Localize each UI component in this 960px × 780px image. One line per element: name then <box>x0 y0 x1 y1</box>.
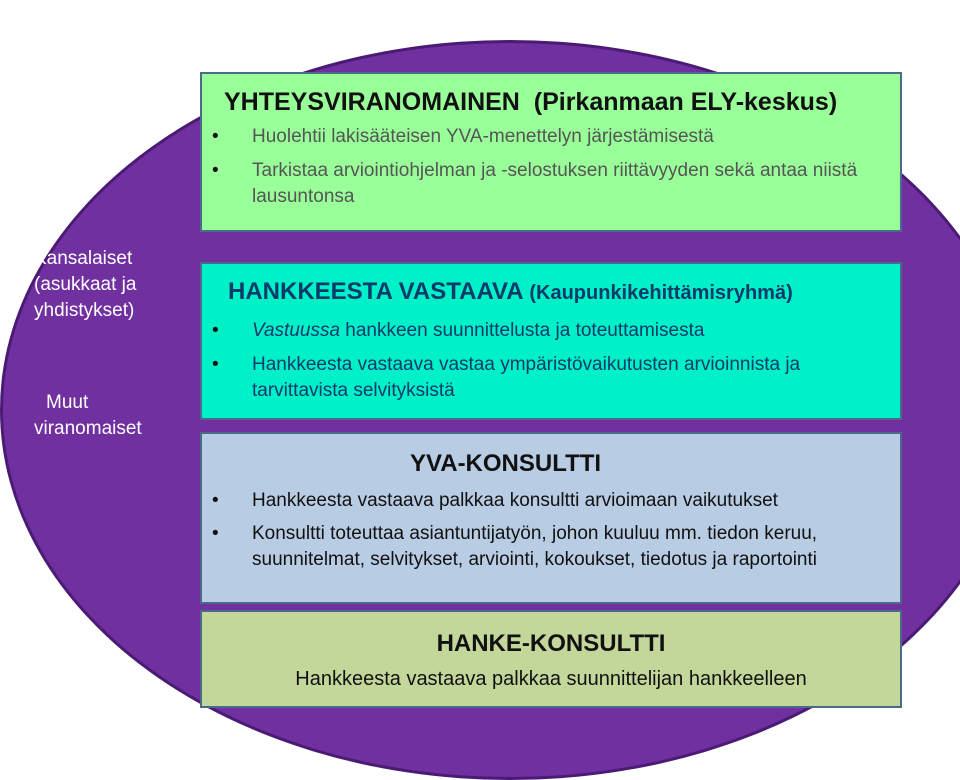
citizens-label <box>34 246 194 324</box>
yva-konsultti-box <box>200 432 902 604</box>
citizens-line-2: (asukkaat ja <box>34 274 137 295</box>
authorities-line-2: viranomaiset <box>34 418 142 439</box>
title-paren: (Kaupunkikehittämisryhmä) <box>529 282 793 304</box>
hankkeesta-vastaava-box <box>200 262 902 420</box>
yhteysviranomainen-list <box>212 124 872 218</box>
yva-title-text: YVA-KONSULTTI <box>410 450 602 477</box>
bullet-rest: hankkeen suunnittelusta ja toteuttamisesta <box>340 320 705 341</box>
yva-konsultti-title <box>202 450 900 478</box>
list-item: • Hankkeesta vastaava vastaa ympäristövaikutusten arvioinnista ja tarvittavista selvityksistä <box>212 352 862 404</box>
citizens-line-1: Kansalaiset <box>34 248 133 269</box>
list-item <box>212 318 862 344</box>
hanke-konsultti-title: HANKE-KONSULTTI <box>436 630 666 657</box>
yhteysviranomainen-title: YHTEYSVIRANOMAINEN (Pirkanmaan ELY-keskus) <box>224 88 838 116</box>
yhteysviranomainen-box <box>200 72 902 232</box>
title-main: HANKKEESTA VASTAAVA <box>228 278 530 305</box>
authorities-line-1: Muut <box>46 392 89 413</box>
list-item: • Hankkeesta vastaava palkkaa konsultti arvioimaan vaikutukset <box>212 488 862 514</box>
hankkeesta-vastaava-title <box>228 278 793 306</box>
authorities-label <box>34 390 206 442</box>
list-item: • Konsultti toteuttaa asiantuntijatyön, johon kuuluu mm. tiedon keruu, suunnitelmat, selvitykset, arviointi, kokoukset, tiedotus ja raportointi <box>212 521 862 573</box>
citizens-line-3: yhdistykset) <box>34 300 135 321</box>
hanke-konsultti-box <box>200 610 902 708</box>
list-item: • Tarkistaa arviointiohjelman ja -selostuksen riittävyyden sekä antaa niistä lausuntonsa <box>212 158 872 210</box>
list-item: • Huolehtii lakisääteisen YVA-menettelyn järjestämisestä <box>212 124 872 150</box>
italic-word: Vastuussa <box>252 320 341 341</box>
hanke-konsultti-text: Hankkeesta vastaava palkkaa suunnittelijan hankkeelleen <box>295 668 807 690</box>
yva-konsultti-list <box>212 488 862 580</box>
hankkeesta-vastaava-list <box>212 318 862 412</box>
